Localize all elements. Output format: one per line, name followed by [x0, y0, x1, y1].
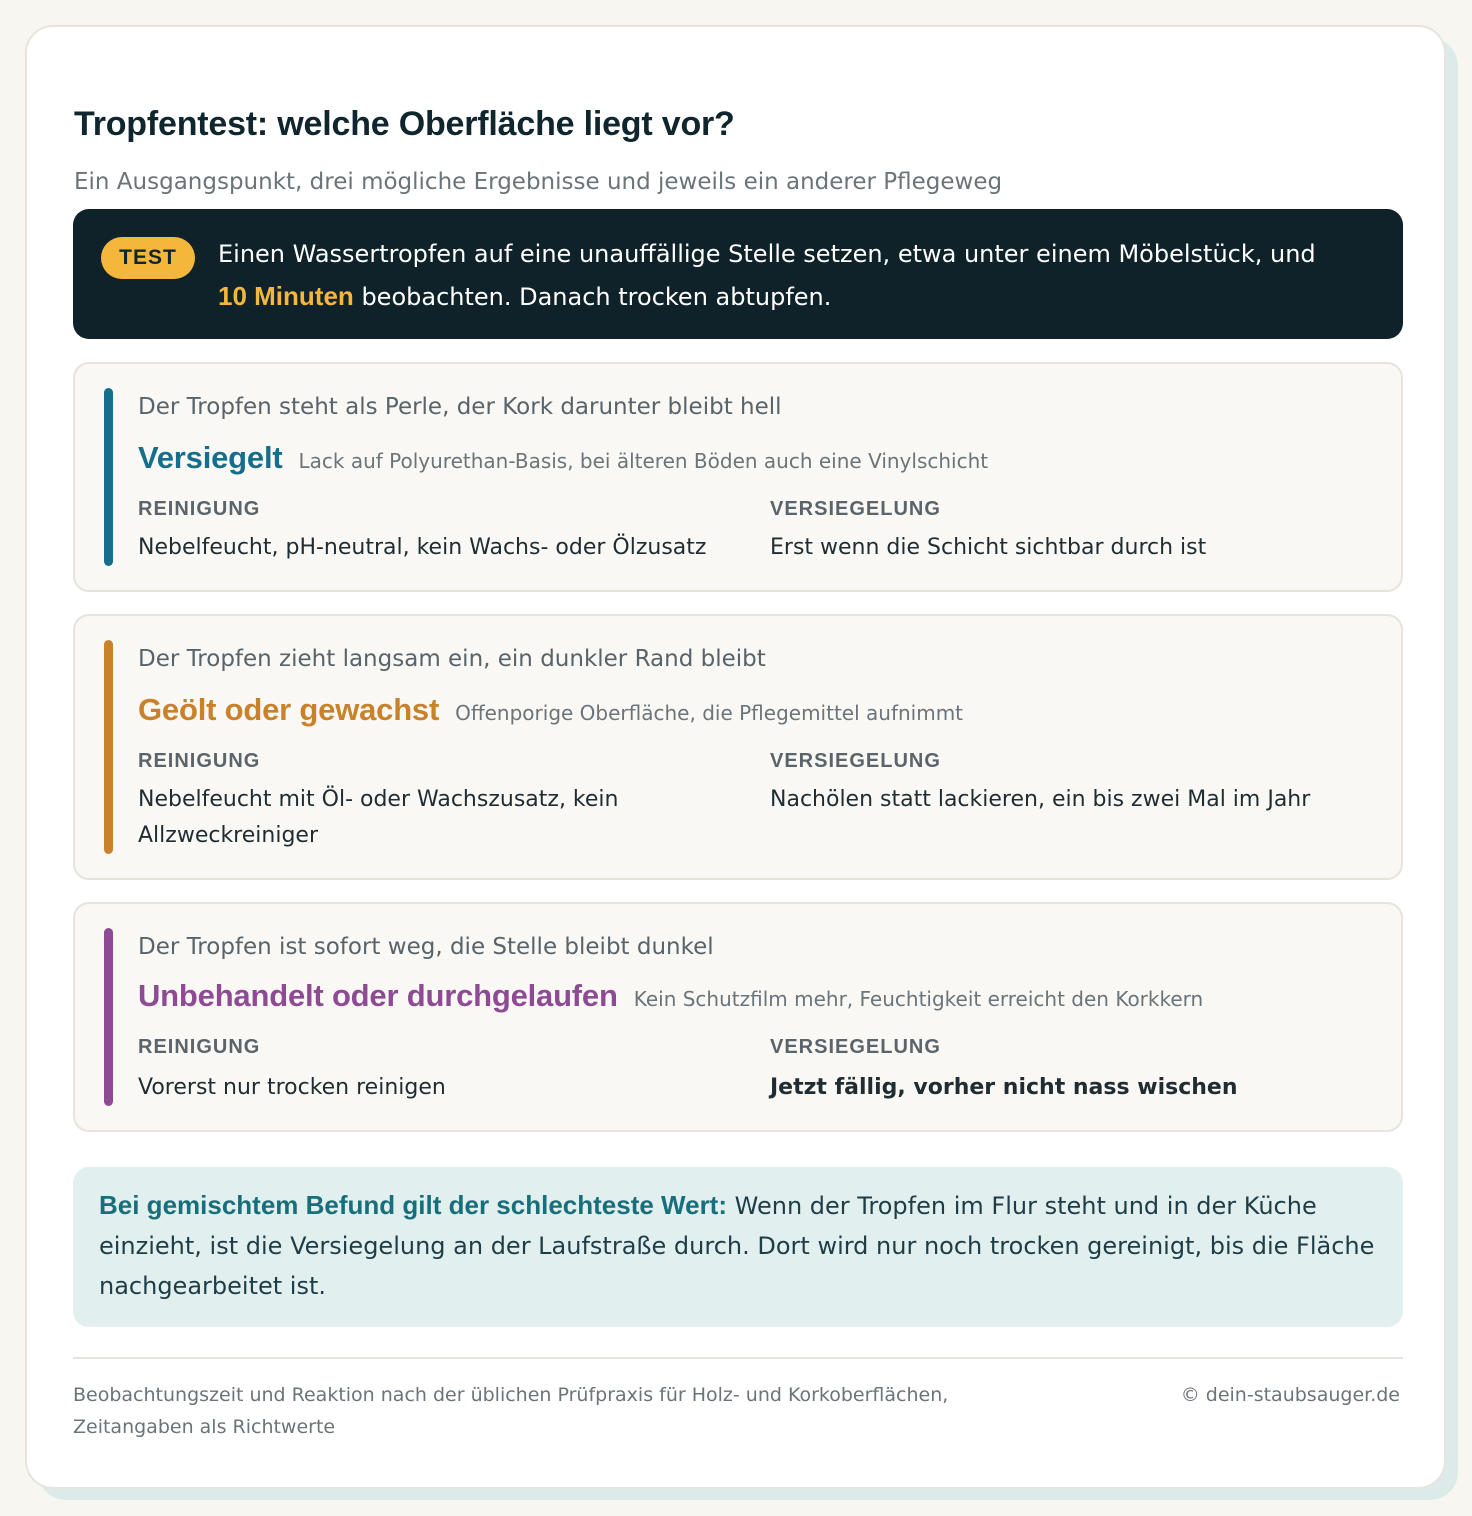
result-condition: Der Tropfen zieht langsam ein, ein dunkler Rand bleibt [138, 646, 766, 672]
sealing-text: Jetzt fällig, vorher nicht nass wischen [770, 1075, 1238, 1100]
test-text-after: beobachten. Danach trocken abtupfen. [361, 283, 832, 311]
cleaning-text: Vorerst nur trocken reinigen [138, 1075, 446, 1100]
result-name [138, 978, 1203, 1014]
source-note: Beobachtungszeit und Reaktion nach der üblichen Prüfpraxis für Holz- und Korkoberflächen, Zeitangaben als Richtwerte [73, 1384, 949, 1438]
result-condition: Der Tropfen ist sofort weg, die Stelle bleibt dunkel [138, 934, 714, 960]
result-condition: Der Tropfen steht als Perle, der Kork darunter bleibt hell [138, 394, 782, 420]
result-accent-bar [104, 640, 113, 854]
page-subtitle: Ein Ausgangspunkt, drei mögliche Ergebnisse und jeweils ein anderer Pflegeweg [74, 169, 1003, 195]
result-card-oiled [73, 614, 1403, 880]
result-card-untreated [73, 902, 1403, 1132]
sealing-label: VERSIEGELUNG [770, 750, 941, 772]
mixed-result-note [73, 1167, 1403, 1327]
result-name-text: Geölt oder gewachst [138, 692, 440, 727]
note-lead: Bei gemischtem Befund gilt der schlechteste Wert: [99, 1190, 727, 1220]
sealing-text: Erst wenn die Schicht sichtbar durch ist [770, 535, 1207, 560]
sealing-label: VERSIEGELUNG [770, 498, 941, 520]
test-instruction-text [218, 233, 1378, 318]
result-name-text: Unbehandelt oder durchgelaufen [138, 978, 618, 1013]
test-instruction-box [73, 209, 1403, 339]
result-description: Kein Schutzfilm mehr, Feuchtigkeit erreicht den Korkkern [633, 987, 1204, 1011]
page-title: Tropfentest: welche Oberfläche liegt vor? [74, 105, 735, 143]
cleaning-label: REINIGUNG [138, 498, 261, 520]
infographic-card [25, 25, 1446, 1489]
cleaning-label: REINIGUNG [138, 1036, 261, 1058]
result-accent-bar [104, 388, 113, 566]
sealing-text: Nachölen statt lackieren, ein bis zwei Mal im Jahr [770, 787, 1311, 812]
cleaning-text: Nebelfeucht, pH-neutral, kein Wachs- oder Ölzusatz [138, 535, 707, 560]
test-text-before: Einen Wassertropfen auf eine unauffällige Stelle setzen, etwa unter einem Möbelstück, und [218, 240, 1316, 268]
result-description: Offenporige Oberfläche, die Pflegemittel aufnimmt [455, 701, 964, 725]
cleaning-label: REINIGUNG [138, 750, 261, 772]
copyright: © dein-staubsauger.de [1180, 1384, 1400, 1406]
footer-divider [73, 1357, 1403, 1359]
note-text: Wenn der Tropfen im Flur steht und in der Küche einzieht, ist die Versiegelung an der Laufstraße durch. Dort wird nur noch trocken gereinigt, bis die Fläche nachgearbeitet ist. [99, 1192, 1375, 1300]
result-name-text: Versiegelt [138, 440, 283, 475]
result-accent-bar [104, 928, 113, 1106]
result-name [138, 440, 988, 476]
test-duration-highlight: 10 Minuten [218, 281, 354, 311]
test-badge: TEST [101, 237, 195, 279]
result-name [138, 692, 963, 728]
cleaning-text: Nebelfeucht mit Öl- oder Wachszusatz, kein Allzweckreiniger [138, 787, 619, 848]
result-card-sealed [73, 362, 1403, 592]
result-description: Lack auf Polyurethan-Basis, bei älteren Böden auch eine Vinylschicht [298, 449, 989, 473]
sealing-label: VERSIEGELUNG [770, 1036, 941, 1058]
